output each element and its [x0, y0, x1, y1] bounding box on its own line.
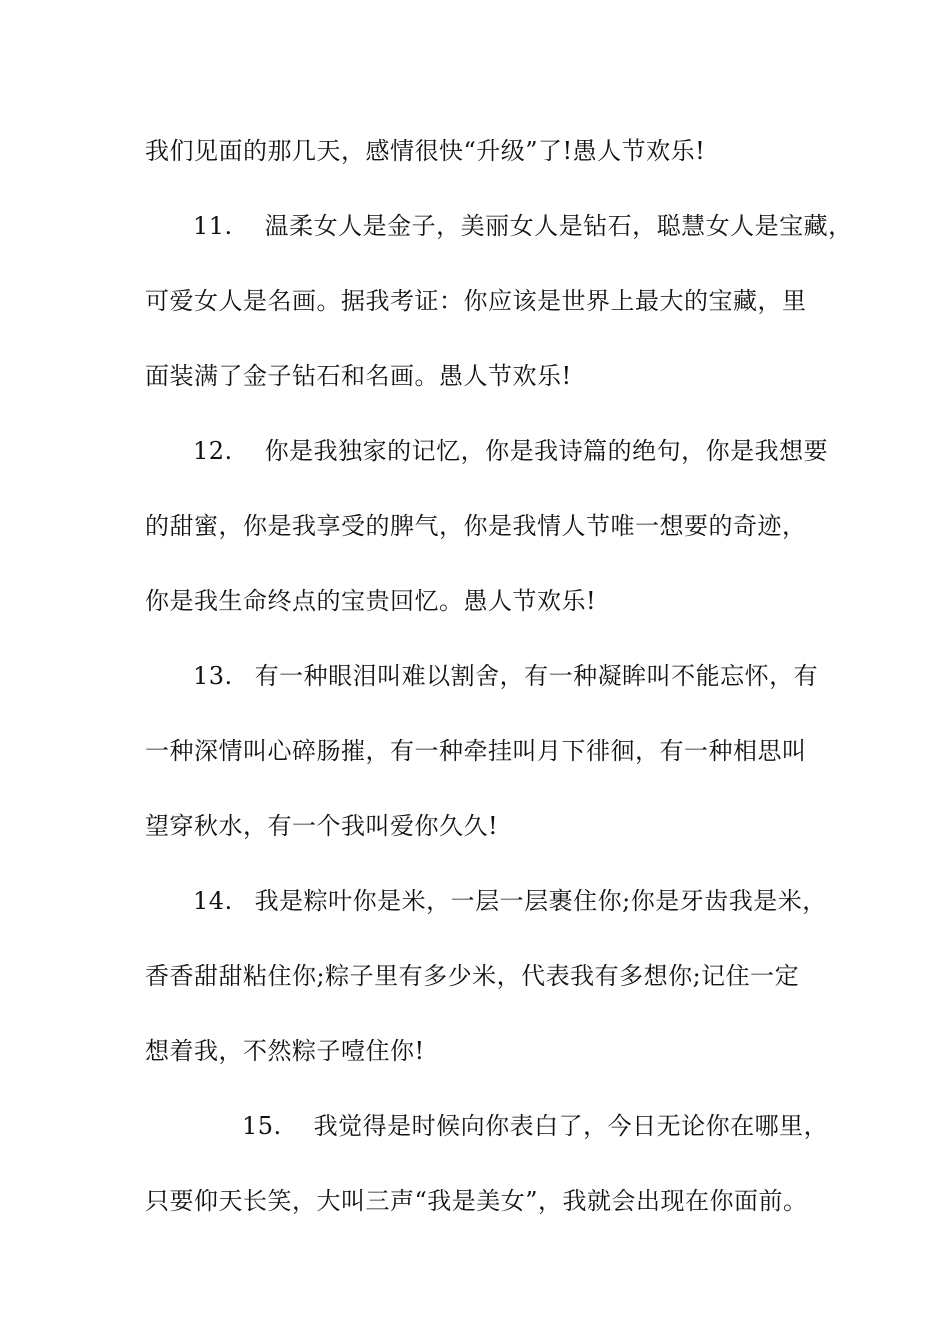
line-text: 温柔女人是金子，美丽女人是钻石，聪慧女人是宝藏，: [264, 212, 853, 240]
line-text: 我觉得是时候向你表白了，今日无论你在哪里，: [313, 1112, 829, 1140]
paragraph-line: [145, 136, 705, 166]
item-number: 13.: [193, 662, 233, 690]
line-text: 有一种眼泪叫难以割舍，有一种凝眸叫不能忘怀，有: [254, 662, 819, 690]
line-text: 香香甜甜粘住你;粽子里有多少米，代表我有多想你;记住一定: [145, 962, 800, 990]
item-number: 15.: [242, 1112, 282, 1140]
paragraph-line: [145, 736, 807, 766]
line-text: 我们见面的那几天，感情很快“升级”了!愚人节欢乐!: [145, 137, 706, 165]
line-text: 你是我独家的记忆，你是我诗篇的绝句，你是我想要: [264, 437, 829, 465]
line-text: 望穿秋水，有一个我叫爱你久久!: [145, 812, 499, 840]
paragraph-line: [145, 361, 572, 391]
paragraph-line: [145, 1186, 808, 1216]
line-text: 只要仰天长笑，大叫三声“我是美女”，我就会出现在你面前。: [145, 1187, 808, 1215]
line-text: 你是我生命终点的宝贵回忆。愚人节欢乐!: [145, 587, 597, 615]
paragraph-line: [145, 1036, 425, 1066]
paragraph-line: [193, 886, 827, 916]
item-number: 14.: [193, 887, 233, 915]
paragraph-line: [145, 586, 596, 616]
item-number: 12.: [193, 437, 233, 465]
paragraph-line: [193, 436, 828, 466]
paragraph-line: [193, 211, 853, 241]
line-text: 想着我，不然粽子噎住你!: [145, 1037, 425, 1065]
paragraph-line: [193, 661, 818, 691]
paragraph-line: [145, 961, 799, 991]
line-text: 一种深情叫心碎肠摧，有一种牵挂叫月下徘徊，有一种相思叫: [145, 737, 807, 765]
paragraph-line: [145, 286, 807, 316]
line-text: 面装满了金子钻石和名画。愚人节欢乐!: [145, 362, 572, 390]
line-text: 可爱女人是名画。据我考证：你应该是世界上最大的宝藏，里: [145, 287, 807, 315]
item-number: 11.: [193, 212, 233, 240]
paragraph-line: [145, 811, 498, 841]
line-text: 我是粽叶你是米，一层一层裹住你;你是牙齿我是米，: [254, 887, 827, 915]
paragraph-line: [145, 511, 807, 541]
paragraph-line: [242, 1111, 828, 1141]
line-text: 的甜蜜，你是我享受的脾气，你是我情人节唯一想要的奇迹，: [145, 512, 807, 540]
